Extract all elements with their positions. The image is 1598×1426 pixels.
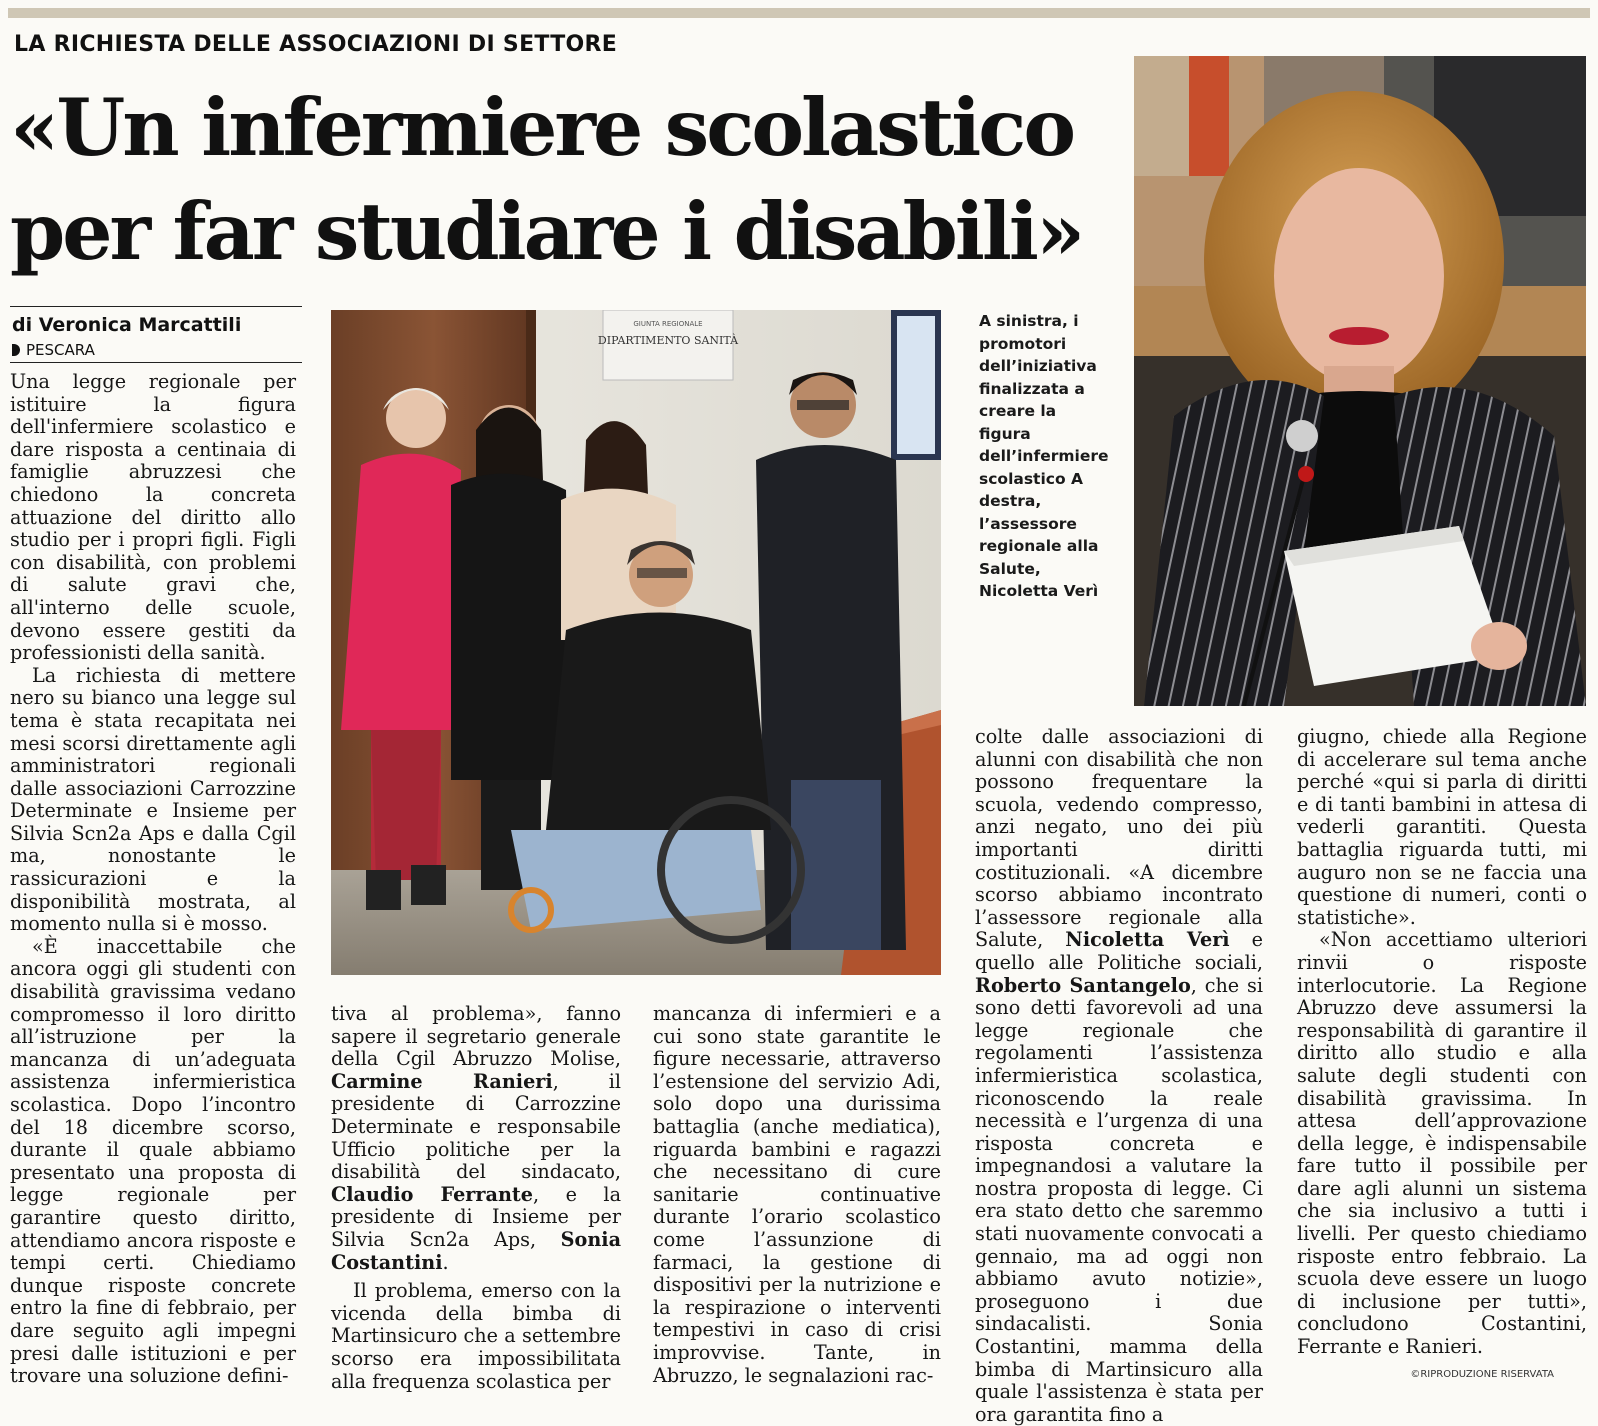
person-name: Nicoletta Verì — [1065, 928, 1230, 952]
paragraph — [331, 1003, 621, 1274]
sign-small-text: GIUNTA REGIONALE — [633, 320, 703, 328]
byline-rule-top — [10, 306, 302, 307]
text-run: , e la presidente di Insieme per Silvia Scn2a Aps, — [331, 1182, 622, 1251]
sign-main-text: DIPARTIMENTO SANITÀ — [597, 334, 739, 347]
text-run: , che si sono detti favorevoli ad una legge regionale che regolamenti l’assistenza infermieristica scolastica, riconoscendo la reale necessità e l’urgenza di una risposta concreta e impegnandosi a valutare la nostra proposta di legge. Ci era stato detto che saremmo stati nuovamente convocati a gennaio, ma ad oggi non abbiamo avuto notizie», proseguono i due sindacalisti. Sonia Costantini, mamma della bimba di Martinsicuro alla quale l'assistenza è stata per ora garantita fino a — [975, 973, 1263, 1426]
text-run: tiva al problema», fanno sapere il segretario generale della Cgil Abruzzo Molise, — [331, 1002, 621, 1071]
paragraph: «Non accettiamo ulteriori rinvii o risposte interlocutorie. La Regione Abruzzo deve assumersi la responsabilità di garantire il diritto allo studio e alla salute degli studenti con disabilità gravissima. In attesa dell’approvazione della legge, è indispensabile fare tutto il possibile per dare agli alunni un sistema che sia inclusivo a tutti i livelli. Per questo chiediamo risposte entro febbraio. La scuola deve essere un luogo di inclusione per tutti», concludono Costantini, Ferrante e Ranieri. — [1297, 928, 1587, 1359]
kicker: LA RICHIESTA DELLE ASSOCIAZIONI DI SETTORE — [14, 32, 618, 57]
location-marker-icon — [12, 344, 20, 356]
headline-line-1: «Un infermiere scolastico — [10, 81, 1074, 174]
headline — [10, 76, 1120, 284]
paragraph: La richiesta di mettere nero su bianco una legge sul tema è stata recapitata nei mesi scorsi direttamente agli amministratori regionali dalle associazioni Carrozzine Determinate e Insieme per Silvia Scn2a Aps e dalla Cgil ma, nonostante le rassicurazioni e la disponibilità mostrata, al momento nulla si è mosso. — [10, 663, 296, 936]
paragraph: giugno, chiede alla Regione di accelerare sul tema anche perché «qui si parla di diritti e di tanti bambini in attesa di vederli garantiti. Questa battaglia riguarda tutti, mi auguro non se ne faccia una questione di numeri, conti o statistiche». — [1297, 725, 1587, 929]
text-run: colte dalle associazioni di alunni con disabilità che non possono frequentare la scuola, vedendo compresso, anzi negato, uno dei più importanti diritti costituzionali. «A dicembre scorso abbiamo incontrato l’assessore regionale alla Salute, — [975, 725, 1263, 952]
person-name: Sonia Costantini — [331, 1227, 621, 1274]
top-rule — [8, 8, 1590, 18]
headline-line-2: per far studiare i disabili» — [10, 185, 1083, 278]
group-photo — [331, 310, 941, 975]
paragraph: «È inaccettabile che ancora oggi gli studenti con disabilità gravissima vedano compromesso il loro diritto all’istruzione per la mancanza di un’adeguata assistenza infermieristica scolastica. Dopo l’incontro del 18 dicembre scorso, durante il quale abbiamo presentato una proposta di legge regionale per garantire questo diritto, attendiamo ancora risposte e tempi certi. Chiediamo dunque risposte concrete entro la fine di febbraio, per dare seguito agli impegni presi dalle istituzioni e per trovare una soluzione defini- — [10, 934, 296, 1388]
copyright: ©RIPRODUZIONE RISERVATA — [1410, 1369, 1554, 1380]
article-column-4 — [975, 726, 1263, 1426]
byline-location — [12, 341, 95, 359]
byline-rule-bottom — [10, 362, 302, 363]
text-run: , il presidente di Carrozzine Determinate e responsabile Ufficio politiche per la disabilità del sindacato, — [331, 1069, 621, 1184]
byline-author: di Veronica Marcattili — [12, 314, 242, 336]
article-column-3 — [653, 1003, 941, 1387]
person-name: Claudio Ferrante — [331, 1182, 533, 1206]
article-column-2 — [331, 1003, 621, 1393]
assessore-photo — [1134, 56, 1586, 706]
paragraph: Il problema, emerso con la vicenda della bimba di Martinsicuro che a settembre scorso era impossibilitata alla frequenza scolastica per — [331, 1279, 621, 1393]
paragraph: Una legge regionale per istituire la figura dell'infermiere scolastico e dare risposta a centinaia di famiglie abruzzesi che chiedono la concreta attuazione del diritto allo studio per i propri figli. Figli con disabilità, con problemi di salute gravi che, all'interno delle scuole, devono essere gestiti da professionisti della sanità. — [10, 370, 296, 665]
text-run: e quello alle Politiche sociali, — [975, 928, 1263, 974]
paragraph — [975, 726, 1263, 1426]
text-run: . — [442, 1250, 449, 1274]
person-name: Carmine Ranieri — [331, 1069, 553, 1093]
person-name: Roberto Santangelo — [975, 973, 1191, 997]
article-column-5 — [1297, 726, 1587, 1359]
article-column-1 — [10, 371, 296, 1388]
photo-caption: A sinistra, i promotori dell’iniziativa finalizzata a creare la figura dell’infermiere scolastico A destra, l’assessore regionale alla Salute, Nicoletta Verì — [979, 312, 1109, 600]
paragraph: mancanza di infermieri e a cui sono state garantite le figure necessarie, attraverso l’estensione del servizio Adi, solo dopo una durissima battaglia (anche mediatica), riguarda bambini e ragazzi che necessitano di cure sanitarie continuative durante l’orario scolastico come l’assunzione di farmaci, la gestione di dispositivi per la nutrizione e la respirazione o interventi tempestivi in caso di crisi improvvise. Tante, in Abruzzo, le segnalazioni rac- — [653, 1002, 941, 1387]
location-text: PESCARA — [26, 341, 95, 359]
